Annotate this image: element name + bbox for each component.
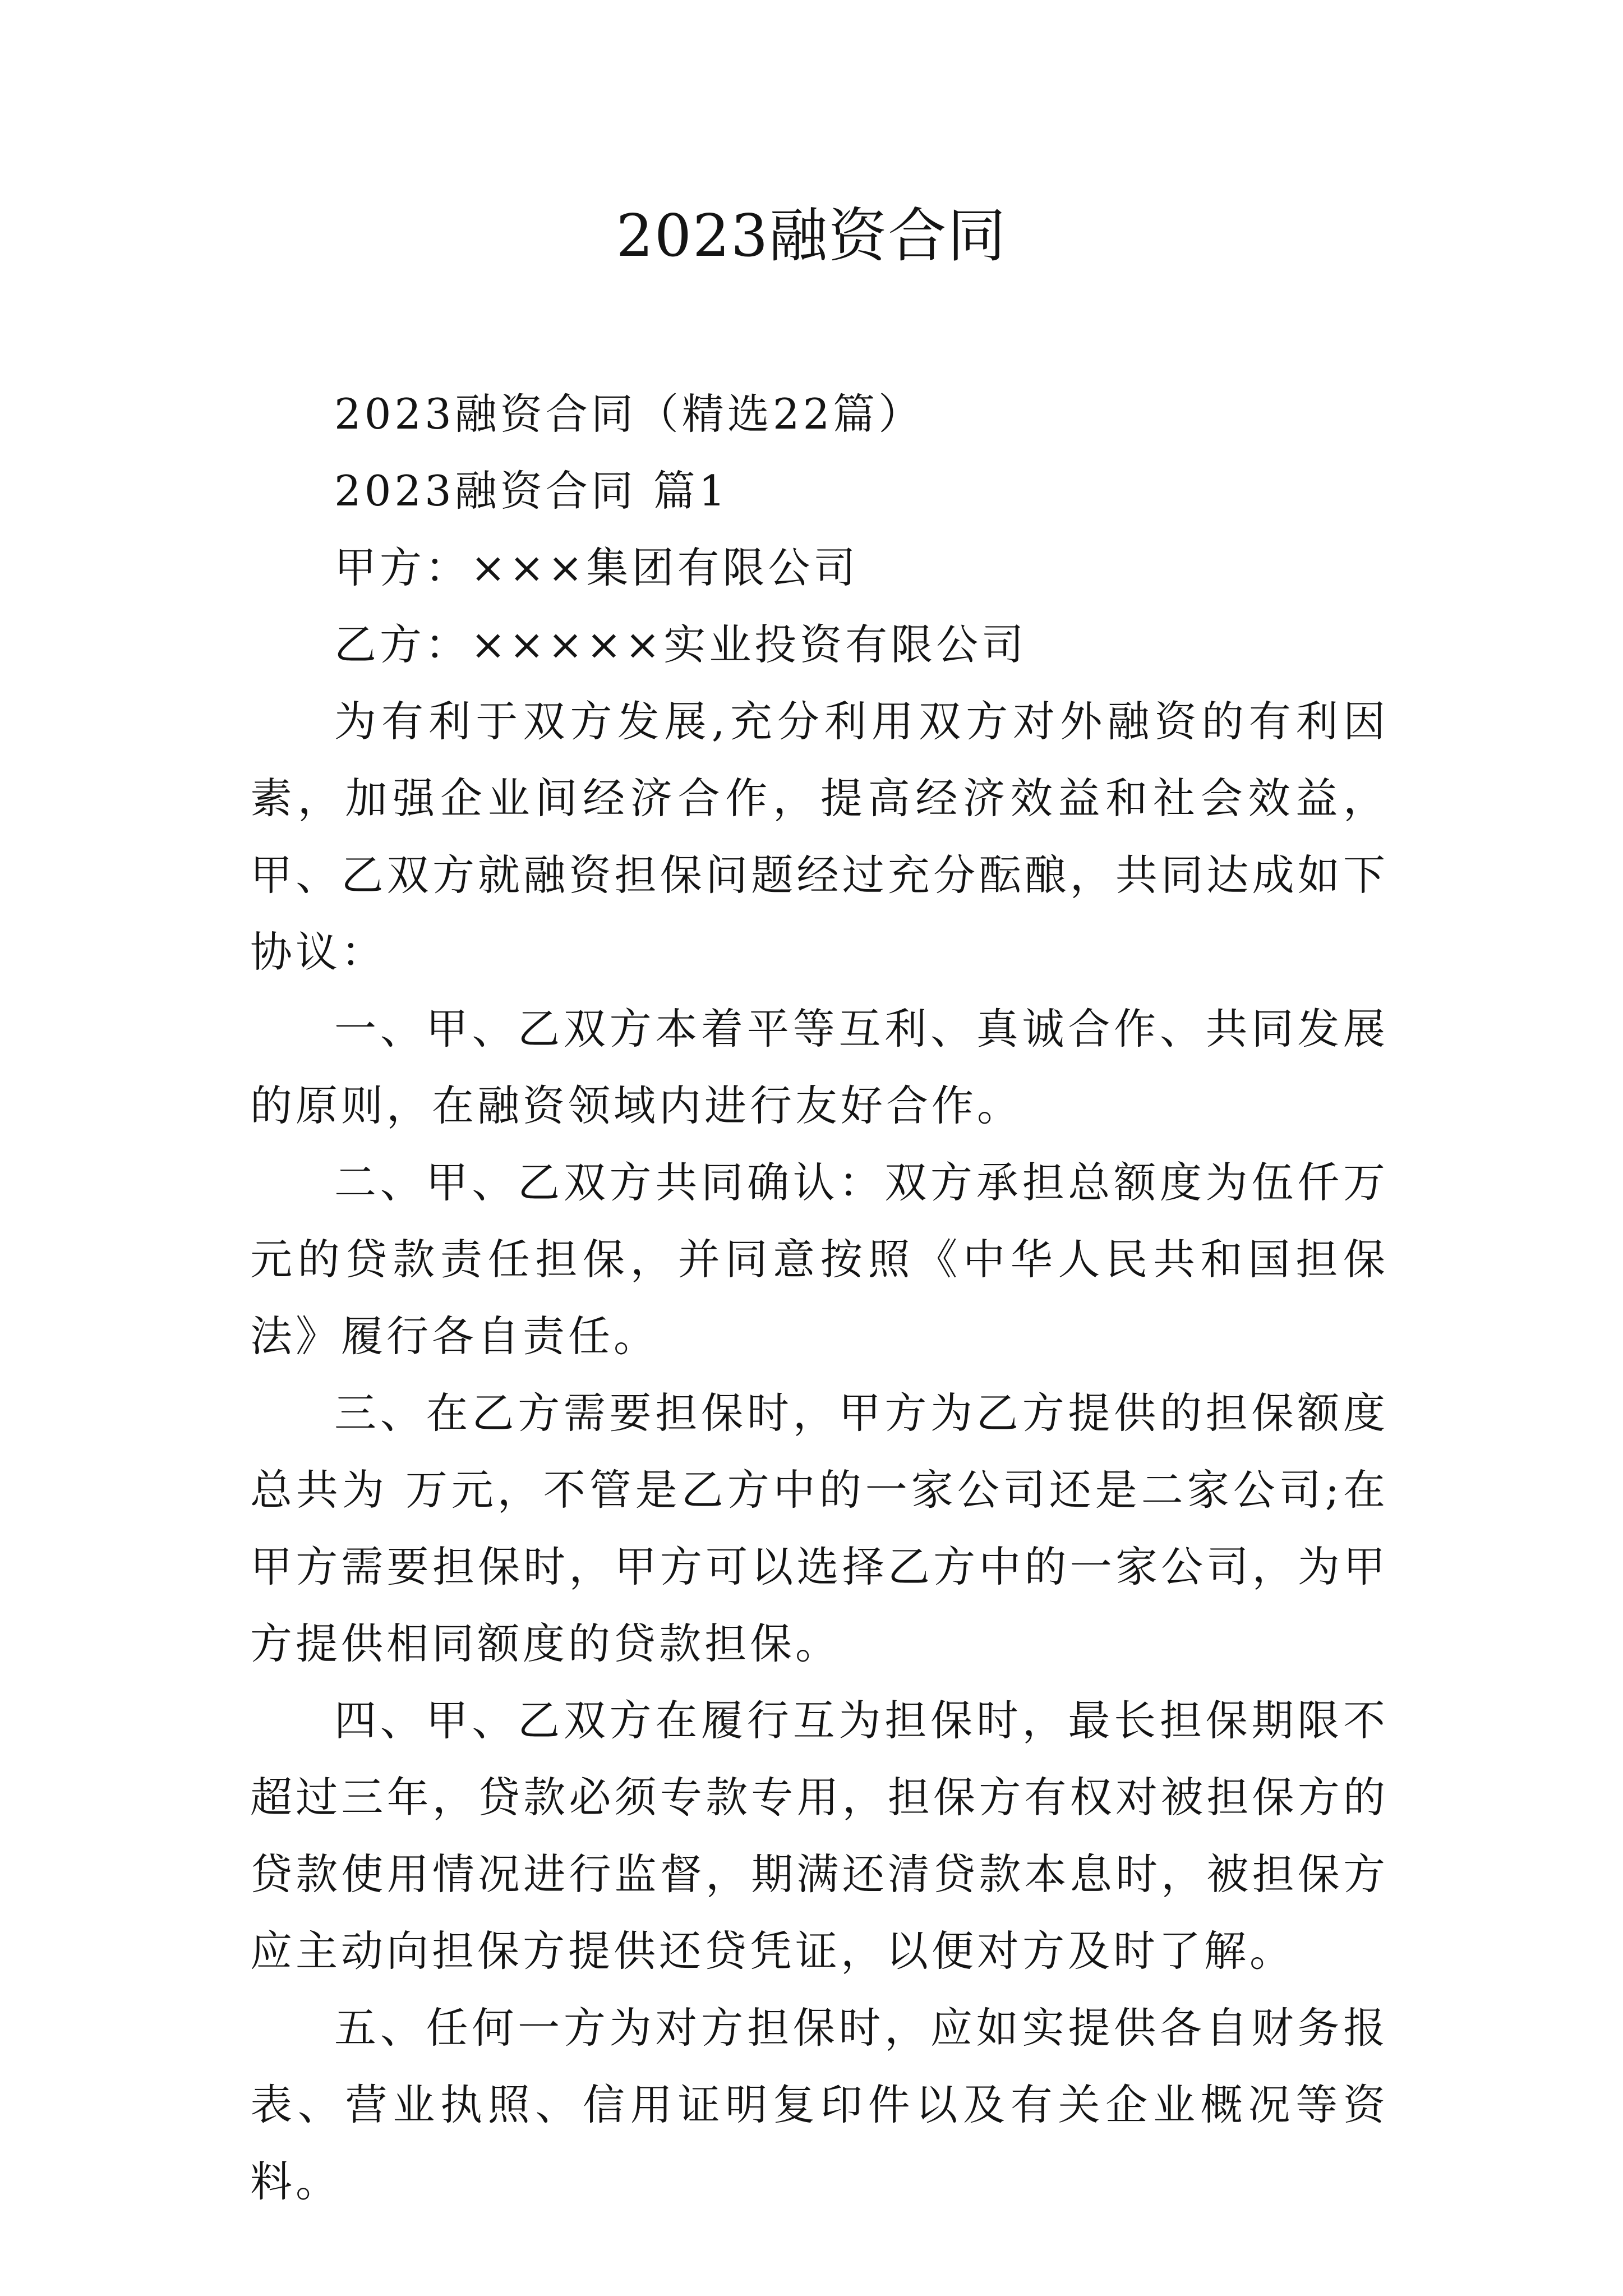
clause-1: 一、甲、乙双方本着平等互利、真诚合作、共同发展的原则，在融资领域内进行友好合作。 [250,1004,1389,1130]
document-body [250,376,1389,2220]
clause-5: 五、任何一方为对方担保时，应如实提供各自财务报表、营业执照、信用证明复印件以及有关企业概况等资料。 [250,2003,1389,2206]
party-a-line: 甲方：×××集团有限公司 [334,543,859,592]
section-heading: 2023融资合同 篇1 [334,466,729,516]
party-b-line: 乙方：×××××实业投资有限公司 [334,620,1027,669]
clause-3: 三、在乙方需要担保时，甲方为乙方提供的担保额度总共为 万元，不管是乙方中的一家公司还是二家公司;在甲方需要担保时，甲方可以选择乙方中的一家公司，为甲方提供相同额度的贷款担保。 [250,1388,1389,1668]
document-title: 2023融资合同 [616,201,1007,270]
preamble-paragraph: 为有利于双方发展,充分利用双方对外融资的有利因素，加强企业间经济合作，提高经济效益和社会效益，甲、乙双方就融资担保问题经过充分酝酿，共同达成如下协议： [250,697,1389,977]
clause-2: 二、甲、乙双方共同确认：双方承担总额度为伍仟万元的贷款责任担保，并同意按照《中华人民共和国担保法》履行各自责任。 [250,1158,1389,1361]
clause-4: 四、甲、乙双方在履行互为担保时，最长担保期限不超过三年，贷款必须专款专用，担保方有权对被担保方的贷款使用情况进行监督，期满还清贷款本息时，被担保方应主动向担保方提供还贷凭证，以便对方及时了解。 [250,1696,1389,1976]
subtitle-line: 2023融资合同（精选22篇） [334,389,924,439]
